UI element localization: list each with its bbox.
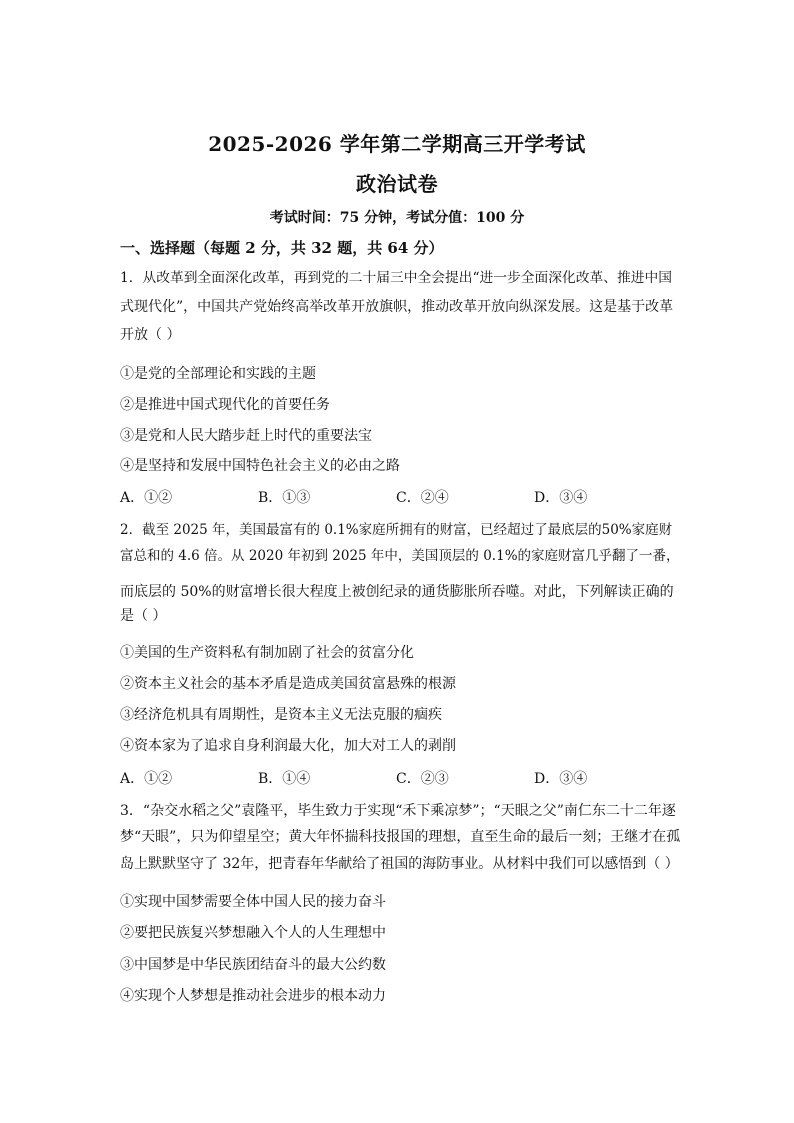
question-1-statement-3: ③是党和人民大踏步赶上时代的重要法宝 [120, 428, 372, 444]
question-1-stem-line-2: 式现代化”，中国共产党始终高举改革开放旗帜，推动改革开放向纵深发展。这是基于改革 [120, 299, 674, 315]
question-2-statement-4: ④资本家为了追求自身利润最大化，加大对工人的剥削 [120, 738, 456, 754]
question-1-statement-2: ②是推进中国式现代化的首要任务 [120, 397, 330, 413]
question-1-option-d[interactable]: D．③④ [534, 490, 588, 506]
question-3-stem-line-1: 3．“杂交水稻之父”袁隆平，毕生致力于实现“禾下乘凉梦”；“天眼之父”南仁东二十二年逐 [120, 803, 676, 819]
question-2-stem-line-1: 2．截至 2025 年，美国最富有的 0.1%家庭所拥有的财富，已经超过了最底层的50%家庭财 [120, 522, 673, 538]
exam-subject: 政治试卷 [356, 172, 438, 196]
question-2-option-d[interactable]: D．③④ [534, 771, 588, 787]
question-2-stem-line-4: 是（ ） [120, 608, 167, 624]
question-2-option-a[interactable]: A．①② [120, 771, 173, 787]
question-1-option-b[interactable]: B．①③ [258, 490, 311, 506]
question-2-options [120, 768, 680, 788]
question-2-statement-2: ②资本主义社会的基本矛盾是造成美国贫富悬殊的根源 [120, 676, 456, 692]
question-2-stem-line-2: 富总和的 4.6 倍。从 2020 年初到 2025 年中，美国顶层的 0.1%的家庭财富几乎翻了一番， [120, 548, 680, 564]
question-3-statement-1: ①实现中国梦需要全体中国人民的接力奋斗 [120, 894, 386, 910]
question-2-option-c[interactable]: C．②③ [396, 771, 449, 787]
question-2-statement-1: ①美国的生产资料私有制加剧了社会的贫富分化 [120, 645, 414, 661]
question-1-options [120, 487, 680, 507]
question-1-stem-line-1: 1．从改革到全面深化改革，再到党的二十届三中全会提出“进一步全面深化改革、推进中国 [120, 270, 673, 286]
question-3-stem-line-2: 梦“天眼”，只为仰望星空；黄大年怀揣科技报国的理想，直至生命的最后一刻；王继才在孤 [120, 829, 681, 845]
exam-title: 2025-2026 学年第二学期高三开学考试 [208, 132, 586, 156]
question-3-statement-2: ②要把民族复兴梦想融入个人的人生理想中 [120, 925, 386, 941]
question-3-statement-4: ④实现个人梦想是推动社会进步的根本动力 [120, 988, 386, 1004]
question-2-statement-3: ③经济危机具有周期性，是资本主义无法克服的痼疾 [120, 707, 442, 723]
section-heading: 一、选择题（每题 2 分，共 32 题，共 64 分） [120, 239, 444, 257]
question-3-statement-3: ③中国梦是中华民族团结奋斗的最大公约数 [120, 957, 386, 973]
question-1-statement-4: ④是坚持和发展中国特色社会主义的必由之路 [120, 458, 400, 474]
question-2-option-b[interactable]: B．①④ [258, 771, 311, 787]
question-3-stem-line-3: 岛上默默坚守了 32年，把青春年华献给了祖国的海防事业。从材料中我们可以感悟到（ ） [120, 856, 679, 872]
question-1-option-c[interactable]: C．②④ [396, 490, 449, 506]
question-1-option-a[interactable]: A．①② [120, 490, 173, 506]
question-1-statement-1: ①是党的全部理论和实践的主题 [120, 366, 316, 382]
question-1-stem-line-3: 开放（ ） [120, 327, 181, 343]
question-2-stem-line-3: 而底层的 50%的财富增长很大程度上被创纪录的通货膨胀所吞噬。对此，下列解读正确的 [120, 584, 674, 600]
exam-meta: 考试时间：75 分钟，考试分值：100 分 [269, 210, 525, 226]
